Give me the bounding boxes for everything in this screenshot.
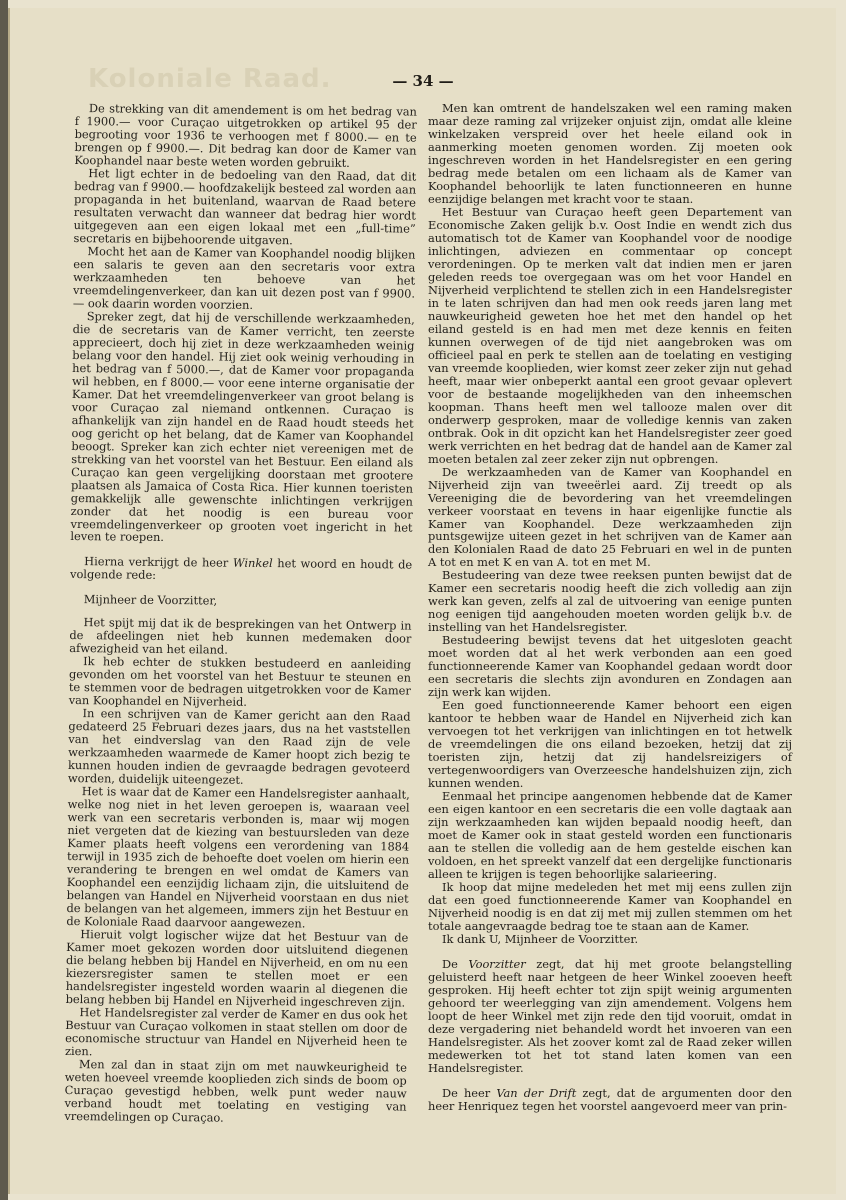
speaker-name: Voorzitter xyxy=(468,956,526,971)
paragraph: Eenmaal het principe aangenomen hebbende dat de Kamer een eigen kantoor en een secretaris die een volle dagtaak aan zijn werkzaamheden kan wijden bepaald noodig heeft, dan moet de Kamer ook in staat gesteld worden een functionaris aan te stellen die volledig aan de hem gestelde eischen kan voldoen, en het spreekt vanzelf dat een dergelijke functionaris alleen te krijgen is tegen behoorlijke salarieering. xyxy=(428,789,792,882)
binding-edge xyxy=(0,0,8,1200)
paragraph: Bestudeering van deze twee reeksen punten bewijst dat de Kamer een secretaris noodig heeft die zich volledig aan zijn werk kan geven, zelfs al zal de uitvoering van eenige punten nog eenigen tijd aangehouden moeten worden gelijk b.v. de instelling van het Handelsregister. xyxy=(428,568,792,635)
paragraph: Een goed functionneerende Kamer behoort een eigen kantoor te hebben waar de Handel en Nijverheid zich kan vervoegen tot het verkrijgen van inlichtingen en tot hetwelk de vreemdelingen die ons eiland bezoeken, hetzij dat zij toeristen zijn, hetzij dat zij handelsreizigers of vertegenwoordigers van Overzeesche handelshuizen zijn, zich kunnen wenden. xyxy=(428,698,792,791)
paragraph: Ik dank U, Mijnheer de Voorzitter. xyxy=(442,932,639,946)
speaker-name: Van der Drift xyxy=(496,1085,577,1100)
paragraph: Het ligt echter in de bedoeling van den Raad, dat dit bedrag van f 9900.— hoofdzakelijk besteed zal worden aan propaganda in het buitenland, waarvan de Raad betere resultaten verwacht dan wanneer dat bedrag hier wordt uitgegeven aan een eigen lokaal met een „full-time” secretaris en bijbehoorende uitgaven. xyxy=(73,166,417,248)
paragraph: Ik heb echter de stukken bestudeerd en aanleiding gevonden om het voorstel van het Bestuur te steunen en te stemmen voor de bedragen uitgetrokken voor de Kamer van Koophandel en Nijverheid. xyxy=(68,654,412,710)
paragraph: Ik hoop dat mijne medeleden het met mij eens zullen zijn dat een goed functionneerende Kamer van Koophandel en Nijverheid noodig is en dat zij met mij zullen stemmen om het totale aangevraagde bedrag toe te staan aan de Kamer. xyxy=(428,880,792,934)
speaker-paragraph: De Voorzitter zegt, dat hij met groote belangstelling geluisterd heeft naar hetgeen de heer Winkel zooeven heeft gesproken. Hij heeft echter tot zijn spijt weinig argumenten gehoord ter weerlegging van zijn amendement. Volgens hem loopt de heer Winkel met zijn rede den tijd vooruit, omdat in deze vergadering niet behandeld wordt het invoeren van een Handelsregister. Als het zoover komt zal de Raad zeker willen medewerken tot het tot stand laten komen van een Handelsregister. xyxy=(428,956,792,1075)
left-column xyxy=(64,102,417,1126)
paragraph: Mocht het aan de Kamer van Koophandel noodig blijken een salaris te geven aan den secretaris voor extra werkzaamheden ten behoeve van het vreemdelingenverkeer, dan kan uit dezen post van f 9900.— ook daarin worden voorzien. xyxy=(72,243,416,312)
paragraph: Het Bestuur van Curaçao heeft geen Departement van Economische Zaken gelijk b.v. Oost Indie en wendt zich dus automatisch tot de Kamer van Koophandel voor de noodige inlichtingen, adviezen en commentaar op concept verordeningen. Op te merken valt dat indien men er jaren geleden reeds toe overgegaan was om het voor Handel en Nijverheid verplichtend te stellen zich in een Handelsregister in te laten schrijven dan had men ook reeds jaren lang met nauwkeurigheid geweten hoe het met den handel op het eiland gesteld is en had men met deze kennis en feiten kunnen overwegen of de tijd niet aangebroken was om officieel paal en perk te stellen aan de toelating en vestiging van vreemde kooplieden, wier komst zeer zeker zijn nut gehad heeft, maar wier onbeperkt aantal een groot gevaar oplevert voor de bestaande mogelijkheden van den inheemschen koopman. Thans heeft men wel tallooze malen over dit onderwerp gesproken, maar de volledige kennis van zaken ontbrak. Ook in dit opzicht kan het Handelsregister zeer goed werk verrichten en het bedrag dat de handel aan de Kamer zal moeten betalen zal zeer zeker zijn nut opbrengen. xyxy=(428,204,792,466)
paragraph: De strekking van dit amendement is om het bedrag van f 1900.— voor Curaçao uitgetrokken op artikel 95 der begrooting voor 1936 te verhoogen met f 8000.— en te brengen op f 9900.—. Dit bedrag kan door de Kamer van Koophandel naar beste weten worden gebruikt. xyxy=(74,101,417,170)
paragraph: Het spijt mij dat ik de besprekingen van het Ontwerp in de afdeelingen niet heb kunnen medemaken door afwezigheid van het eiland. xyxy=(69,615,412,658)
paragraph: In een schrijven van de Kamer gericht aan den Raad gedateerd 25 Februari dezes jaars, dus na het vaststellen van het eindverslag van den Raad zijn de vele werkzaamheden waarmede de Kamer hoopt zich bezig te kunnen houden indien de gevraagde bedragen gevoteerd worden, duidelijk uiteengezet. xyxy=(67,706,411,788)
speaker-paragraph: De heer Van der Drift zegt, dat de argumenten door den heer Henriquez tegen het voorstel aangevoerd meer van prin- xyxy=(428,1085,792,1113)
paragraph: Hieruit volgt logischer wijze dat het Bestuur van de Kamer moet gekozen worden door uitsluitend diegenen die belang hebben bij Handel en Nijverheid, en om nu een kiezersregister samen te stellen moet er een handelsregister ingesteld worden waarin al diegenen die belang hebben bij Handel en Nijverheid ingeschreven zijn. xyxy=(65,927,409,1010)
paragraph: Men kan omtrent de handelszaken wel een raming maken maar deze raming zal vrijzeker onjuist zijn, omdat alle kleine winkelzaken verspreid over het heele eiland ook in aanmerking moeten genomen worden. Zij moeten ook ingeschreven worden in het Handelsregister en een gering bedrag mede betalen om een lichaam als de Kamer van Koophandel behoorlijk te laten functionneeren en hunne eenzijdige belangen met kracht voor te staan. xyxy=(428,101,792,206)
right-column xyxy=(428,102,792,1113)
speaker-name: Winkel xyxy=(232,556,273,571)
show-through-heading: Koloniale Raad. xyxy=(88,64,332,94)
paragraph: Bestudeering bewijst tevens dat het uitgesloten geacht moet worden dat al het werk verbonden aan een goed functionneerende Kamer van Koophandel gedaan wordt door een secretaris die slechts zijn avonduren en Zondagen aan zijn werk kan wijden. xyxy=(428,633,792,700)
paragraph: Spreker zegt, dat hij de verschillende werkzaamheden, die de secretaris van de Kamer verricht, ten zeerste apprecieert, doch hij ziet in deze werkzaamheden weinig belang voor den handel. Hij ziet ook weinig verhouding in het bedrag van f 5000.—, dat de Kamer voor propaganda wil hebben, en f 8000.— voor eene interne organisatie der Kamer. Dat het vreemdelingenverkeer van groot belang is voor Curaçao zal niemand ontkennen. Curaçao is afhankelijk van zijn handel en de Raad houdt steeds het oog gericht op het belang, dat de Kamer van Koophandel beoogt. Spreker kan zich echter niet vereenigen met de strekking van het voorstel van het Bestuur. Een eiland als Curaçao kan geen vergelijking doorstaan met grootere plaatsen als Jamaica of Costa Rica. Hier kunnen toeristen gemakkelijk alle gewenschte inlichtingen verkrijgen zonder dat het noodig is een bureau voor vreemdelingenverkeer op grooten voet ingericht in het leven te roepen. xyxy=(70,308,415,545)
paragraph: Men zal dan in staat zijn om met nauwkeurigheid te weten hoeveel vreemde kooplieden zich sinds de boom op Curaçao gevestigd hebben, welk punt weder nauw verband houdt met toelating en vestiging van vreemdelingen op Curaçao. xyxy=(64,1056,407,1125)
salutation: Mijnheer de Voorzitter, xyxy=(83,592,218,608)
paragraph: De werkzaamheden van de Kamer van Koophandel en Nijverheid zijn van tweeërlei aard. Zij treedt op als Vereeniging die de bevordering van het vreemdelingen verkeer voorstaat en tevens in haar eigenlijke functie als Kamer van Koophandel. Deze werkzaamheden zijn puntsgewijze uiteen gezet in het schrijven van de Kamer aan den Kolonialen Raad de dato 25 Februari en wel in de punten A tot en met K en van A. tot en met M. xyxy=(428,464,792,570)
page-number: — 34 — xyxy=(392,72,454,90)
paragraph: Het Handelsregister zal verder de Kamer en dus ook het Bestuur van Curaçao volkomen in staat stellen om door de economische structuur van Handel en Nijverheid heen te zien. xyxy=(64,1005,408,1059)
paragraph: Het is waar dat de Kamer een Handelsregister aanhaalt, welke nog niet in het leven geroepen is, waaraan veel werk van een secretaris verbonden is, maar wij mogen niet vergeten dat de kiezing van bestuursleden van deze Kamer plaats heeft volgens een verordening van 1884 terwijl in 1935 zich de behoefte doet voelen om hierin een verandering te brengen en wel omdat de Kamers van Koophandel een eenzijdig lichaam zijn, die uitsluitend de belangen van Handel en Nijverheid voorstaan en dus niet de belangen van het algemeen, immers zijn het Bestuur en de Koloniale Raad daarvoor aangewezen. xyxy=(66,784,410,931)
speaker-intro: Hierna verkrijgt de heer Winkel het woord en houdt de volgende rede: xyxy=(69,554,413,583)
